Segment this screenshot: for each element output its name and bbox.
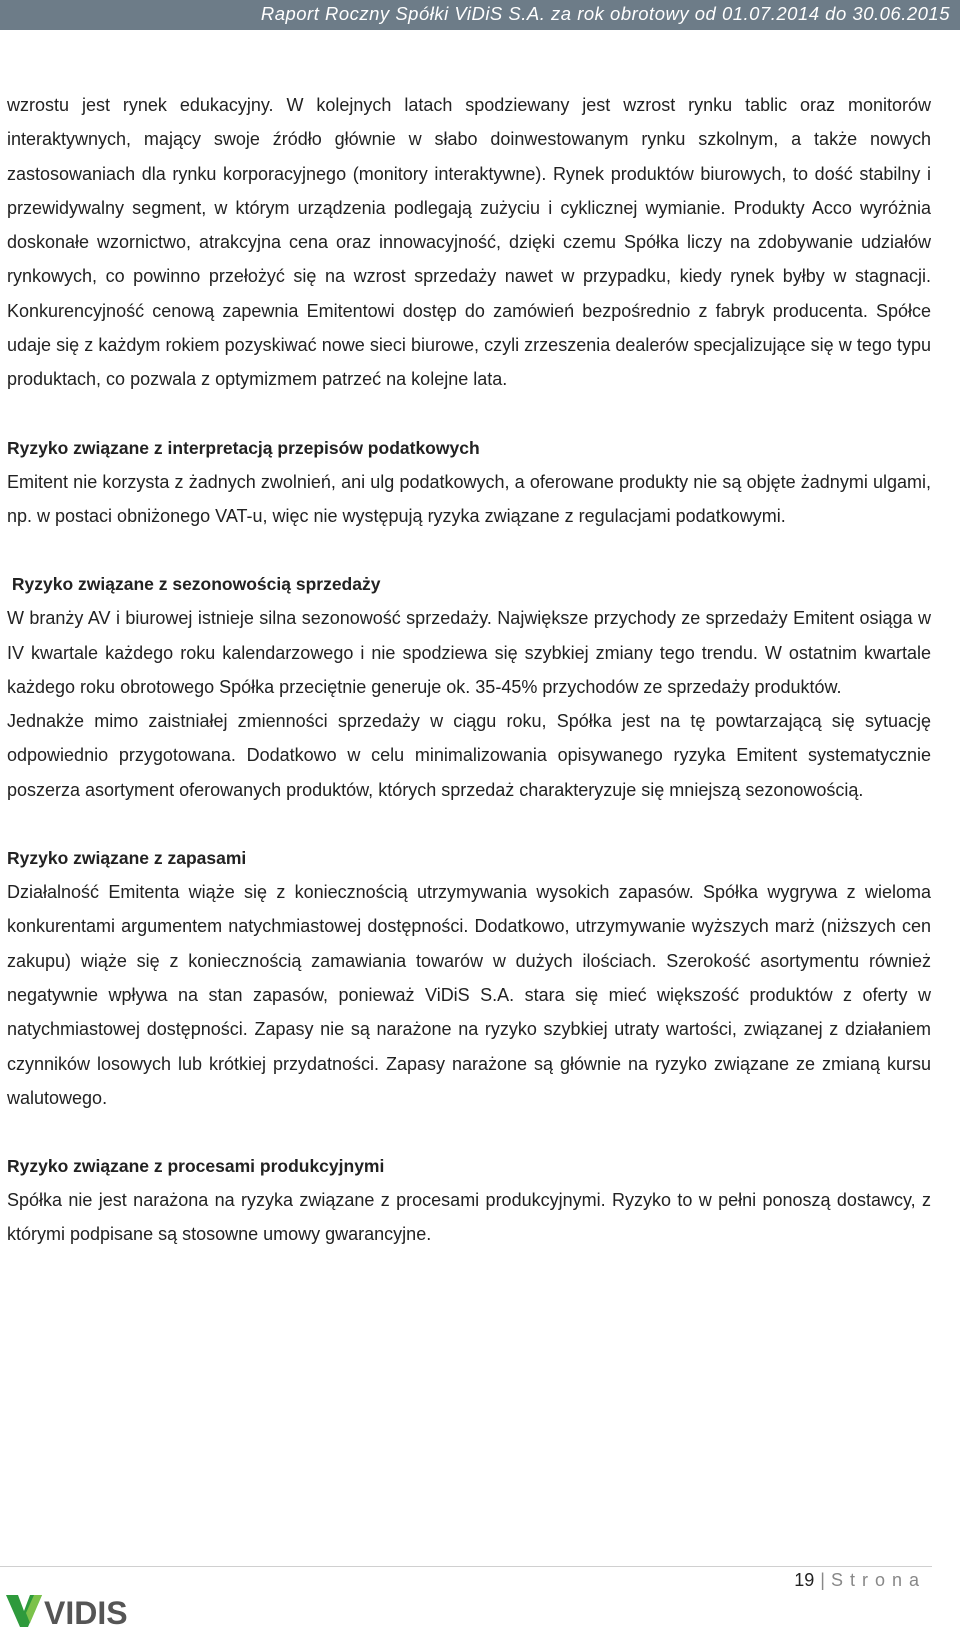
page-number [794, 1570, 926, 1591]
section-text-production: Spółka nie jest narażona na ryzyka związane z procesami produkcyjnymi. Ryzyko to w pełni ponoszą dostawcy, z którymi podpisane są stosowne umowy gwarancyjne. [7, 1190, 931, 1245]
section-heading-production: Ryzyko związane z procesami produkcyjnymi [7, 1156, 385, 1177]
section-text-tax: Emitent nie korzysta z żadnych zwolnień, ani ulg podatkowych, a oferowane produkty nie są objęte żadnymi ulgami, np. w postaci obniżonego VAT-u, więc nie występują ryzyka związane z regulacjami podatkowymi. [7, 471, 931, 526]
paragraph-intro: wzrostu jest rynek edukacyjny. W kolejnych latach spodziewany jest wzrost rynku tablic oraz monitorów interaktywnych, mający swoje źródło głównie w słabo doinwestowanym rynku szkolnym, a także nowych zastosowaniach dla rynku korporacyjnego (monitory interaktywne). Rynek produktów biurowych, to dość stabilny i przewidywalny segment, w którym urządzenia podlegają zużyciu i cyklicznej wymianie. Produkty Acco wyróżnia doskonałe wzornictwo, atrakcyjna cena oraz innowacyjność, dzięki czemu Spółka liczy na zdobywanie udziałów rynkowych, co powinno przełożyć się na wzrost sprzedaży nawet w przypadku, kiedy rynek byłby w stagnacji. Konkurencyjność cenową zapewnia Emitentowi dostęp do zamówień bezpośrednio z fabryk producenta. Spółce udaje się z każdym rokiem pozyskiwać nowe sieci biurowe, czyli zrzeszenia dealerów specjalizujące się w tego typu produktach, co pozwala z optymizmem patrzeć na kolejne lata. [7, 95, 931, 390]
section-heading-seasonality: Ryzyko związane z sezonowością sprzedaży [7, 574, 381, 595]
section-text-seasonality: W branży AV i biurowej istnieje silna sezonowość sprzedaży. Największe przychody ze sprzedaży Emitent osiąga w IV kwartale każdego roku kalendarzowego i nie spodziewa się szybkiej zmiany tego trendu. W ostatnim kwartale każdego roku obrotowego Spółka przeciętnie generuje ok. 35-45% przychodów ze sprzedaży produktów. [7, 608, 931, 697]
header-bar [0, 0, 960, 30]
section-text-inventory: Działalność Emitenta wiąże się z koniecznością utrzymywania wysokich zapasów. Spółka wygrywa z wieloma konkurentami argumentem natychmiastowej dostępności. Dodatkowo, utrzymywanie wyższych marż (niższych cen zakupu) wiąże się z koniecznością zamawiania towarów w dużych ilościach. Szerokość asortymentu również negatywnie wpływa na stan zapasów, ponieważ ViDiS S.A. stara się mieć większość produktów z oferty w natychmiastowej dostępności. Zapasy nie są narażone na ryzyko szybkiej utraty wartości, związanej z działaniem czynników losowych lub krótkiej przydatności. Zapasy narażone są głównie na ryzyko związane ze zmianą kursu walutowego. [7, 882, 931, 1108]
section-heading-inventory: Ryzyko związane z zapasami [7, 848, 247, 869]
svg-text:VIDIS: VIDIS [44, 1595, 128, 1629]
page-number-separator: | [820, 1570, 825, 1590]
page-word: Strona [830, 1570, 926, 1590]
page-number-value: 19 [794, 1570, 815, 1590]
footer-divider [0, 1566, 932, 1567]
section-text-seasonality-2: Jednakże mimo zaistniałej zmienności sprzedaży w ciągu roku, Spółka jest na tę powtarzającą się sytuację odpowiednio przygotowana. Dodatkowo w celu minimalizowania opisywanego ryzyka Emitent systematycznie poszerza asortyment oferowanych produktów, których sprzedaż charakteryzuje się mniejszą sezonowością. [7, 711, 931, 800]
page-content [7, 88, 931, 1252]
document-title: Raport Roczny Spółki ViDiS S.A. za rok obrotowy od 01.07.2014 do 30.06.2015 [260, 3, 950, 24]
vidis-logo [4, 1593, 164, 1629]
vidis-logo-icon [4, 1593, 164, 1629]
section-heading-tax: Ryzyko związane z interpretacją przepisów podatkowych [7, 437, 480, 458]
